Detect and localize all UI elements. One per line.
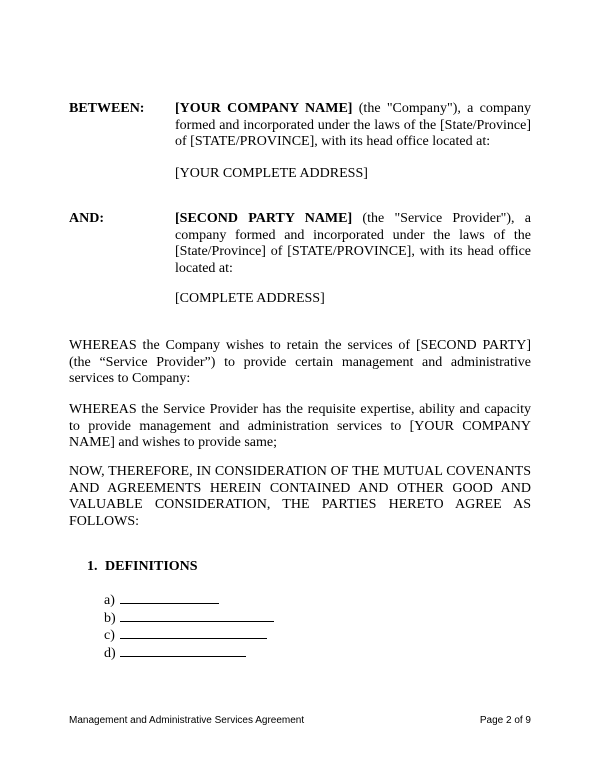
second-party-description: (the "Service Provider"), a company formed and incorporated under the laws of the [State/Province] of [STATE/PROVINCE], with its head office located at:: [175, 211, 531, 276]
definition-item: [104, 644, 274, 662]
company-description: (the "Company"), a company formed and incorporated under the laws of the [State/Province] of [STATE/PROVINCE], with its head office located at:: [175, 101, 531, 149]
definition-blank-line: [120, 591, 219, 604]
definition-blank-line: [120, 609, 274, 622]
party-description-company: [175, 101, 531, 151]
section-title: DEFINITIONS: [105, 559, 198, 574]
recital-now-therefore: NOW, THEREFORE, IN CONSIDERATION OF THE MUTUAL COVENANTS AND AGREEMENTS HEREIN CONTAINED AND OTHER GOOD AND VALUABLE CONSIDERATION, THE PARTIES HERETO AGREE AS FOLLOWS:: [69, 464, 531, 529]
definition-item: [104, 591, 274, 609]
company-address: [YOUR COMPLETE ADDRESS]: [175, 166, 368, 181]
section-number: 1.: [87, 559, 98, 574]
footer-document-title: Management and Administrative Services Agreement: [69, 715, 305, 726]
second-party-address: [COMPLETE ADDRESS]: [175, 291, 325, 306]
party-label-between: BETWEEN:: [69, 101, 145, 116]
definition-item: [104, 626, 274, 644]
definition-letter: c): [104, 628, 115, 643]
definition-blank-line: [120, 626, 267, 639]
company-name: [YOUR COMPANY NAME]: [175, 101, 353, 116]
definition-letter: b): [104, 610, 116, 626]
definition-letter: a): [104, 593, 115, 608]
party-label-and: AND:: [69, 211, 104, 226]
second-party-name: [SECOND PARTY NAME]: [175, 211, 353, 226]
recital-whereas-service-provider: WHEREAS the Service Provider has the requisite expertise, ability and capacity to provide management and administration services to [YOUR COMPANY NAME] and wishes to provide same;: [69, 402, 531, 450]
definition-item: [104, 609, 274, 627]
section-heading-definitions: [87, 559, 198, 576]
footer-page-number: Page 2 of 9: [479, 715, 531, 726]
definition-letter: d): [104, 645, 116, 661]
recital-whereas-company: WHEREAS the Company wishes to retain the services of [SECOND PARTY] (the “Service Provider”) to provide certain management and administrative services to Company:: [69, 338, 531, 386]
party-description-service-provider: [175, 211, 531, 277]
definitions-list: [104, 591, 274, 661]
definition-blank-line: [120, 644, 246, 657]
